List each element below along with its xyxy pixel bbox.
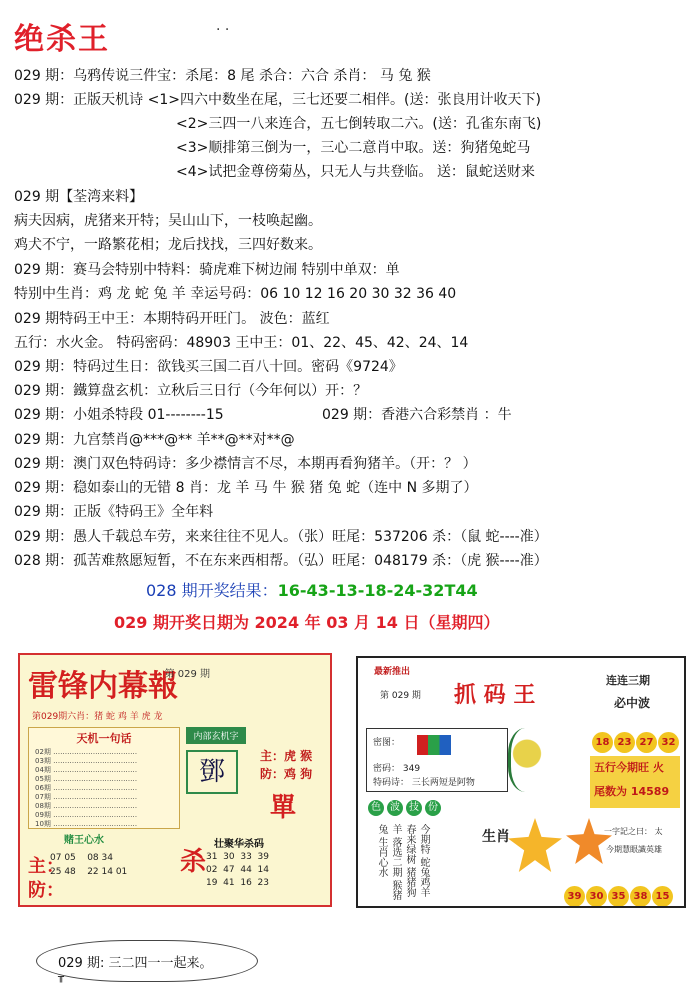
text-line: <3>顺排第三倒为一，三心二意肖中取。送：狗猪兔蛇马	[176, 140, 531, 156]
five-elements-box	[590, 756, 680, 808]
decorative-dots: · ·	[216, 22, 230, 38]
number-ball: 32	[658, 732, 679, 753]
promo-panel	[356, 656, 686, 908]
text-line: 029 期：特码过生日：欲钱买三国二百八十回。密码《9724》	[14, 359, 403, 375]
text-line: 029 期：鐵算盘玄机：立秋后三日行（今年何以）开：？	[14, 383, 368, 399]
gambler-numbers: 07 05 08 34 25 48 22 14 01	[50, 853, 128, 877]
secret-image-label: 密图：	[373, 738, 401, 748]
promo-streak: 连连三期	[606, 674, 650, 687]
poem-row: 03期 ………………………………	[35, 757, 138, 765]
promo-wave: 必中波	[613, 696, 650, 710]
number-ball: 38	[630, 886, 651, 907]
poem-heading: 天机一句话	[76, 732, 132, 745]
newspaper-issue: 第 029 期	[164, 669, 210, 680]
secret-char-box	[186, 727, 246, 817]
bottom-balls	[564, 884, 674, 907]
main-guard-picks	[260, 747, 312, 783]
secret-box	[366, 728, 508, 792]
zodiac-label: 生肖	[482, 829, 510, 845]
poem-row: 09期 ………………………………	[35, 811, 138, 819]
secret-char: 鄧	[186, 750, 238, 794]
number-ball: 30	[586, 886, 607, 907]
bird-illustration	[508, 728, 551, 792]
promo-title: 抓 码 王	[454, 683, 536, 708]
newspaper-subtitle: 第029期六肖：猪 蛇 鸡 羊 虎 龙	[32, 712, 163, 722]
text-line: 029 期：乌鸦传说三件宝：杀尾：8 尾 杀合：六合 杀肖： 马 兔 猴	[14, 68, 431, 84]
color-label: 份	[425, 800, 441, 816]
poem-row: 05期 ………………………………	[35, 775, 138, 783]
secret-char-tag: 内部玄机字	[186, 727, 246, 744]
promo-issue: 第 029 期	[380, 691, 421, 701]
poem-rows	[29, 746, 179, 831]
color-label: 波	[387, 800, 403, 816]
newspaper-masthead: 雷锋内幕報	[28, 669, 178, 704]
vertical-columns: 今期特 蛇兔鸡羊 春来绿树 猪猪狗羊 落选二期 猴猪兔 生肖心水	[376, 824, 429, 901]
number-ball: 27	[636, 732, 657, 753]
text-line: 029 期：愚人千载总车劳，来来往往不见人。（张）旺尾：537206 杀：（鼠 蛇----准）	[14, 529, 548, 545]
previous-result	[146, 578, 478, 601]
poem-row: 04期 ………………………………	[35, 766, 138, 774]
star-burst-icon	[508, 818, 562, 872]
kill-char: 杀	[180, 847, 207, 877]
top-balls	[592, 730, 680, 753]
newspaper-panel	[18, 653, 332, 907]
kill-heading: 壮聚华杀码	[214, 839, 264, 850]
secret-image	[417, 735, 451, 755]
main-pick: 主：虎 猴	[260, 749, 313, 763]
color-wave-labels	[368, 800, 444, 816]
text-line: 029 期：正版天机诗 <1>四六中数坐在尾，三七还要二相伴。(送：张良用计收天下)	[14, 92, 541, 108]
number-ball: 39	[564, 886, 585, 907]
text-line: 029 期【荃湾来料】	[14, 189, 144, 205]
text-line: 五行：水火金。 特码密码：48903 王中王：01、22、45、42、24、14	[14, 335, 469, 351]
text-line: 029 期：稳如泰山的无错 8 肖：龙 羊 马 牛 猴 猪 兔 蛇（连中 N 多期了）	[14, 480, 478, 496]
text-line: <4>试把金尊傍菊丛，只无人与共登临。 送：鼠蛇送财来	[176, 164, 535, 180]
poem-box	[28, 727, 180, 829]
cloud-mark: ╥	[58, 972, 65, 983]
text-line: <2>三四一八来连合，五七倒转取二六。(送：孔雀东南飞)	[176, 116, 542, 132]
text-line: 029 期：正版《特码王》全年料	[14, 504, 214, 520]
text-line: 特别中生肖：鸡 龙 蛇 兔 羊 幸运号码：06 10 12 16 20 30 32 36 40	[14, 286, 457, 302]
secret-poem: 特码诗： 三长两短是阿物	[373, 778, 475, 788]
secret-code: 密码： 349	[373, 764, 421, 774]
result-numbers: 16-43-13-18-24-32T44	[277, 581, 478, 600]
text-line: 028 期：孤苦难熬愿短暂，不在东来西相帮。（弘）旺尾：048179 杀：（虎 猴----准）	[14, 553, 548, 569]
poem-row: 10期 ………………………………	[35, 820, 138, 828]
tail-numbers: 尾数为 14589	[594, 785, 670, 798]
page-title: 绝杀王	[14, 22, 110, 57]
gambler-heading: 赌王心水	[64, 835, 104, 846]
draw-date: 029 期开奖日期为 2024 年 03 月 14 日（星期四）	[114, 613, 500, 632]
hero-note: 今期慧眼識英雄	[606, 845, 662, 854]
gambler-labels: 主： 防：	[28, 856, 64, 901]
text-line: 029 期：九宫禁肖@***@** 羊**@**对**@	[14, 432, 295, 448]
cloud-text: 029 期: 三二四一一起来。	[58, 956, 213, 971]
kill-numbers: 31 30 33 39 02 47 44 14 19 41 16 23	[206, 852, 269, 888]
text-line: 029 期：澳门双色特码诗：多少襟情言不尽，本期再看狗猪羊。（开：？ ）	[14, 456, 477, 472]
five-elements: 五行今期旺 火	[594, 761, 664, 774]
color-label: 技	[406, 800, 422, 816]
text-line: 病夫因病，虎猪来开特；吴山山下，一枝唤起幽。	[14, 213, 322, 229]
text-line: 029 期：赛马会特别中特料：骑虎难下树边闹 特别中单双：单	[14, 262, 400, 278]
promo-new-label: 最新推出	[374, 667, 411, 677]
text-line: 029 期：小姐杀特段 01--------15	[14, 407, 224, 423]
number-ball: 23	[614, 732, 635, 753]
poem-row: 08期 ………………………………	[35, 802, 138, 810]
text-line: 029 期特码王中王：本期特码开旺门。 波色：蓝红	[14, 311, 330, 327]
number-ball: 15	[652, 886, 673, 907]
text-line: 029 期：香港六合彩禁肖 ：牛	[322, 407, 512, 423]
color-label: 色	[368, 800, 384, 816]
poem-row: 02期 ………………………………	[35, 748, 138, 756]
poem-row: 07期 ………………………………	[35, 793, 138, 801]
result-label: 028 期开奖结果：	[146, 581, 278, 600]
number-ball: 18	[592, 732, 613, 753]
text-line: 鸡犬不宁，一路繁花相；龙后找找，三四好数来。	[14, 237, 322, 253]
single-char: 單	[270, 793, 297, 823]
guard-pick: 防：鸡 狗	[260, 767, 313, 781]
one-word-note: 一字記之曰： 太	[604, 827, 663, 836]
number-ball: 35	[608, 886, 629, 907]
poem-row: 06期 ………………………………	[35, 784, 138, 792]
star-burst-icon	[566, 818, 612, 864]
